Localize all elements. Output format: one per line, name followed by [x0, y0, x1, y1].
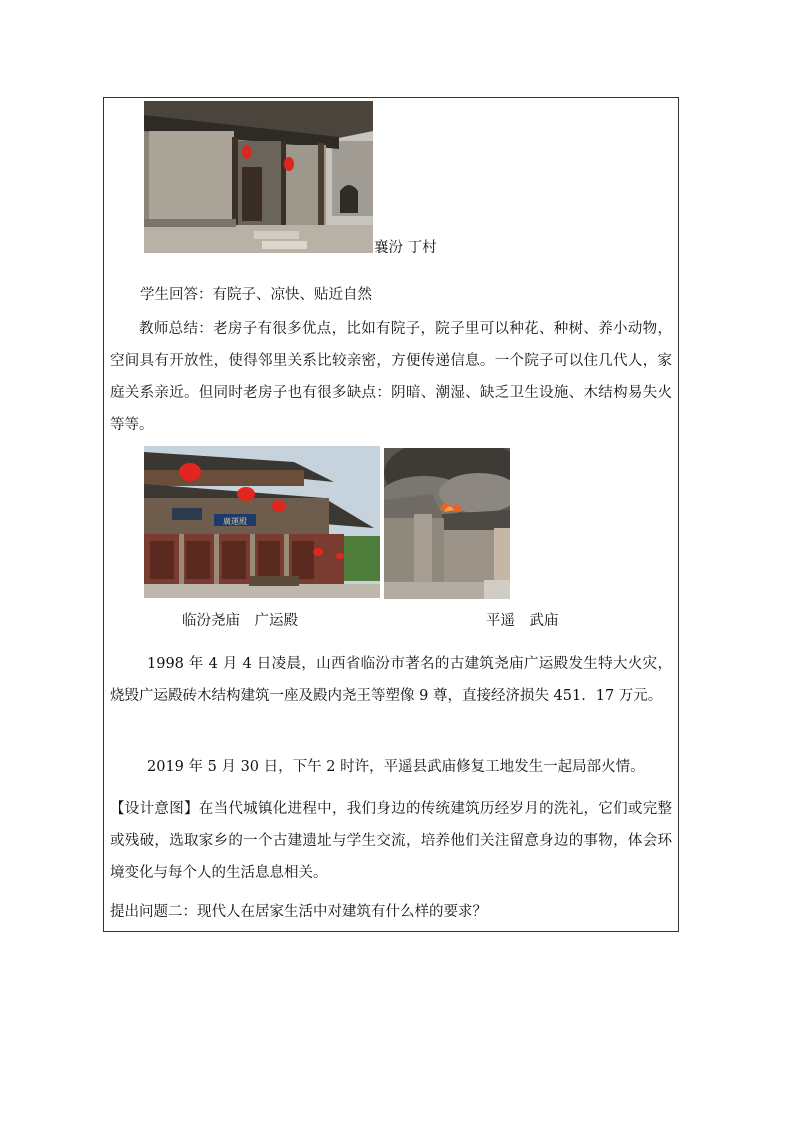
teacher-summary: 教师总结：老房子有很多优点，比如有院子，院子里可以种花、种树、养小动物，空间具有开放性，使得邻里关系比较亲密，方便传递信息。一个院子可以住几代人，家庭关系亲近。但同时老房子也有很多缺点：阴暗、潮湿、缺乏卫生设施、木结构易失火等等。 — [110, 321, 672, 433]
pingyao-wu-temple-photo — [384, 448, 510, 599]
student-answer: 学生回答：有院子、凉快、贴近自然 — [140, 287, 372, 303]
xiangfen-caption: 襄汾 丁村 — [374, 240, 437, 256]
fire-1998-paragraph: 1998 年 4 月 4 日凌晨，山西省临汾市著名的古建筑尧庙广运殿发生特大火灾，烧毁广运殿砖木结构建筑一座及殿内尧王等塑像 9 尊，直接经济损失 451．17 万元。 — [110, 656, 672, 704]
plaque-text: 廣運殿 — [223, 517, 247, 526]
design-intent: 【设计意图】在当代城镇化进程中，我们身边的传统建筑历经岁月的洗礼，它们或完整或残破，选取家乡的一个古建遗址与学生交流，培养他们关注留意身边的事物，体会环境变化与每个人的生活息息相关。 — [110, 801, 672, 881]
xiangfen-dingcun-photo — [144, 101, 373, 253]
question-two: 提出问题二：现代人在居家生活中对建筑有什么样的要求？ — [110, 904, 487, 920]
linfen-caption: 临汾尧庙 广运殿 — [182, 613, 298, 629]
linfen-guangyun-hall-photo — [144, 446, 380, 598]
fire-2019-paragraph: 2019 年 5 月 30 日，下午 2 时许，平遥县武庙修复工地发生一起局部火情。 — [147, 759, 645, 775]
pingyao-caption: 平遥 武庙 — [486, 613, 559, 629]
